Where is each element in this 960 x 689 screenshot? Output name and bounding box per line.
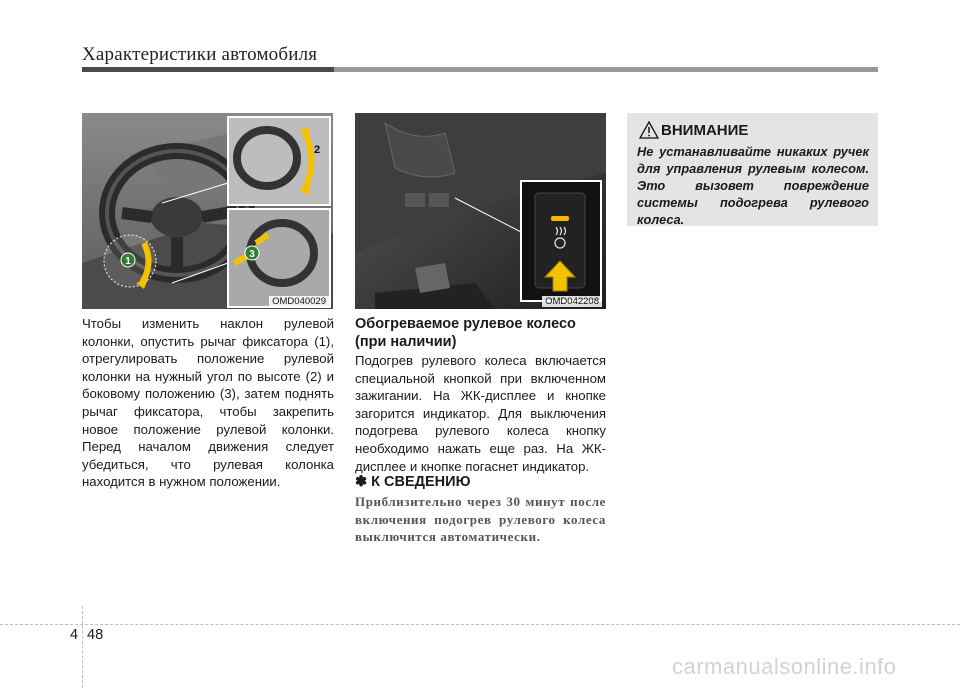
- chapter-number: 4: [70, 627, 79, 643]
- figure-code: OMD040029: [269, 296, 329, 307]
- steering-adjust-drawing: [82, 113, 333, 309]
- warning-box: [627, 113, 878, 226]
- steering-adjust-illustration: [82, 113, 333, 309]
- section-heading-heated-steering: Обогреваемое рулевое колесо (при наличии): [355, 316, 576, 350]
- page-number: 48: [87, 627, 104, 643]
- warning-text: Не устанавливайте никаких ручек для управления рулевым колесом. Это вызовет повреждение системы подогрева рулевого колеса.: [637, 144, 869, 227]
- callout-1: 1: [125, 256, 131, 267]
- figure-code: OMD042208: [542, 296, 602, 307]
- footer-divider: [82, 606, 83, 688]
- steering-adjust-paragraph: Чтобы изменить наклон рулевой колонки, опустить рычаг фиксатора (1), отрегулировать положение рулевой колонки на нужный угол по высоте (2) и боковому положению (3), затем поднять рычаг фиксатора, чтобы закрепить новое положение рулевой колонки. Перед началом движения следует убедиться, что рулевая колонка находится в нужном положении.: [82, 316, 334, 490]
- note-text: Приблизительно через 30 минут после включения подогрев рулевого колеса выключится автоматически.: [355, 494, 606, 544]
- header-rule-accent: [82, 67, 334, 72]
- callout-3: 3: [249, 249, 255, 260]
- callout-2: 2: [314, 144, 321, 156]
- heated-steering-paragraph: Подогрев рулевого колеса включается специальной кнопкой при включенном зажигании. На ЖК-дисплее и кнопке загорится индикатор. Для выключения подогрева рулевого колеса кнопку необходимо нажать еще раз. На ЖК-дисплее и кнопке погаснет индикатор.: [355, 353, 606, 474]
- note-heading: ✽ К СВЕДЕНИЮ: [355, 474, 471, 490]
- page-header-title: Характеристики автомобиля: [82, 44, 318, 65]
- warning-triangle-icon: [639, 121, 659, 139]
- warning-title: ВНИМАНИЕ: [661, 122, 749, 139]
- heated-button-drawing: [355, 113, 606, 309]
- watermark-text: carmanualsonline.info: [672, 654, 897, 679]
- footer-rule: [0, 624, 960, 625]
- heated-steering-button-illustration: [355, 113, 606, 309]
